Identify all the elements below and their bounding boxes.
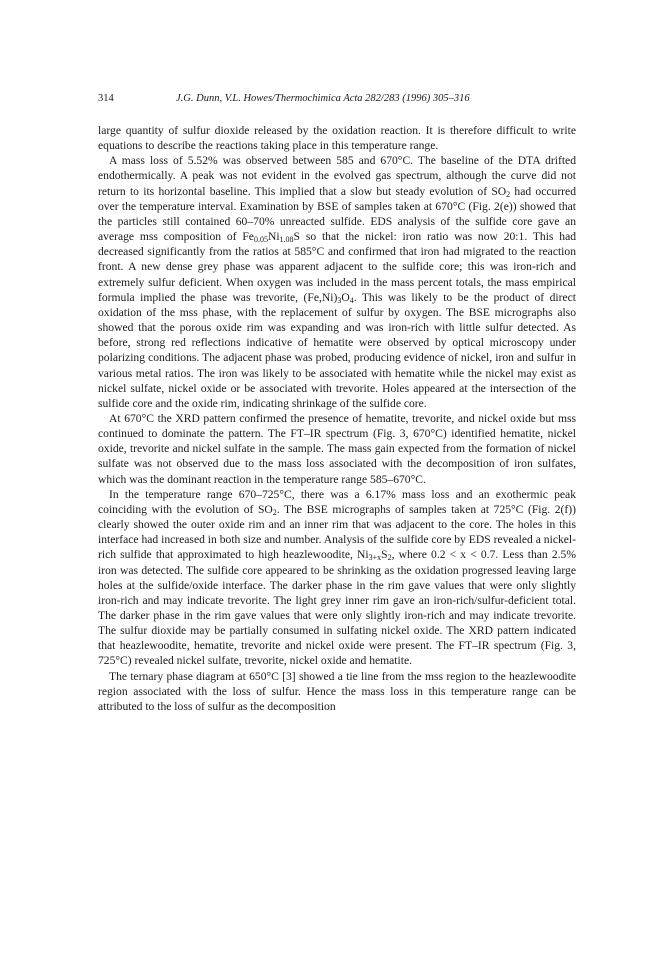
page-header xyxy=(98,93,578,107)
subscript: 0.05 xyxy=(253,235,268,245)
subscript: 2 xyxy=(506,189,511,199)
text-run: The ternary phase diagram at 650°C [3] showed a tie line from the mss region to the heazlewoodite region associated with the loss of sulfur. Hence the mass loss in this temperature range can be attributed to the loss of sulfur as the decomposition xyxy=(98,669,576,713)
paragraph xyxy=(98,669,576,714)
text-run: , where 0.2 < x < 0.7. Less than 2.5% iron was detected. The sulfide core appeared to be shrinking as the oxidation progressed leaving large holes at the sulfide/oxide interface. The darker phase in the rim gave values that were only slightly iron-rich and may indicate trevorite. The light grey inner rim gave an iron-rich/sulfur-deficient total. The darker phase in the rim gave values that were only slightly iron-rich and may indicate trevorite. The sulfur dioxide may be partially consumed in sulfating nickel oxide. The XRD pattern indicated that heazlewoodite, hematite, trevorite and nickel oxide were present. The FT–IR spectrum (Fig. 3, 725°C) revealed nickel sulfate, trevorite, nickel oxide and hematite. xyxy=(98,548,576,668)
subscript: 3 xyxy=(337,295,342,305)
body-text xyxy=(98,123,576,714)
subscript: 3+x xyxy=(368,553,382,563)
page-number: 314 xyxy=(98,93,114,104)
text-run: In the temperature range 670–725°C, there was a 6.17% mass loss and an exothermic peak coinciding with the evolution of SO xyxy=(98,487,576,516)
subscript: 4 xyxy=(349,295,354,305)
text-run: Ni xyxy=(267,230,280,244)
text-run: . This was likely to be the product of direct oxidation of the mss phase, with the replacement of sulfur by oxygen. The BSE micrographs also showed that the porous oxide rim was expanding and was iron-rich with little sulfur detected. As before, strong red reflections indicative of hematite were observed by optical microscopy under polarizing conditions. The adjacent phase was probed, producing evidence of nickel, iron and sulfur in various metal ratios. The iron was likely to be associated with hematite while the nickel may exist as nickel sulfate, nickel oxide or be associated with trevorite. Holes appeared at the intersection of the sulfide core and the oxide rim, indicating shrinkage of the sulfide core. xyxy=(98,290,576,410)
text-run: . The BSE micrographs of samples taken at 725°C (Fig. 2(f)) clearly showed the outer oxide rim and an inner rim that was adjacent to the core. The holes in this interface had increased in both size and number. Analysis of the sulfide core by EDS revealed a nickel-rich sulfide that approximated to high heazlewoodite, Ni xyxy=(98,502,576,562)
text-run: At 670°C the XRD pattern confirmed the presence of hematite, trevorite, and nickel oxide but mss continued to dominate the pattern. The FT–IR spectrum (Fig. 3, 670°C) identified hematite, nickel oxide, trevorite and nickel sulfate in the sample. The mass gain expected from the formation of nickel sulfate was not observed due to the mass loss associated with the decomposition of iron sulfates, which was the dominant reaction in the temperature range 585–670°C. xyxy=(98,411,576,486)
text-run: S xyxy=(381,548,388,562)
running-head: J.G. Dunn, V.L. Howes/Thermochimica Acta 282/283 (1996) 305–316 xyxy=(176,93,470,104)
paragraph xyxy=(98,411,576,487)
subscript: 2 xyxy=(272,507,277,517)
text-run: large quantity of sulfur dioxide released by the oxidation reaction. It is therefore difficult to write equations to describe the reactions taking place in this temperature range. xyxy=(98,124,576,153)
paragraph xyxy=(98,123,576,153)
paragraph xyxy=(98,487,576,669)
subscript: 2 xyxy=(387,553,392,563)
text-run: O xyxy=(341,290,350,304)
text-run: had occurred over the temperature interval. Examination by BSE of samples taken at 670°C (Fig. 2(e)) showed that the particles still contained 60–70% unreacted sulfide. EDS analysis of the sulfide core gave an average mss composition of Fe xyxy=(98,184,576,244)
paragraph xyxy=(98,153,576,411)
text-run: A mass loss of 5.52% was observed between 585 and 670°C. The baseline of the DTA drifted endothermically. A peak was not evident in the evolved gas spectrum, although the curve did not return to its horizontal baseline. This implied that a slow but steady evolution of SO xyxy=(98,154,576,198)
text-run: S so that the nickel: iron ratio was now 20:1. This had decreased significantly from the ratios at 585°C and confirmed that iron had migrated to the reaction front. A new dense grey phase was apparent adjacent to the sulfide core; this was iron-rich and extremely sulfur deficient. When oxygen was included in the mass percent totals, the mass empirical formula implied the phase was trevorite, (Fe,Ni) xyxy=(98,230,577,304)
subscript: 1.08 xyxy=(279,235,294,245)
